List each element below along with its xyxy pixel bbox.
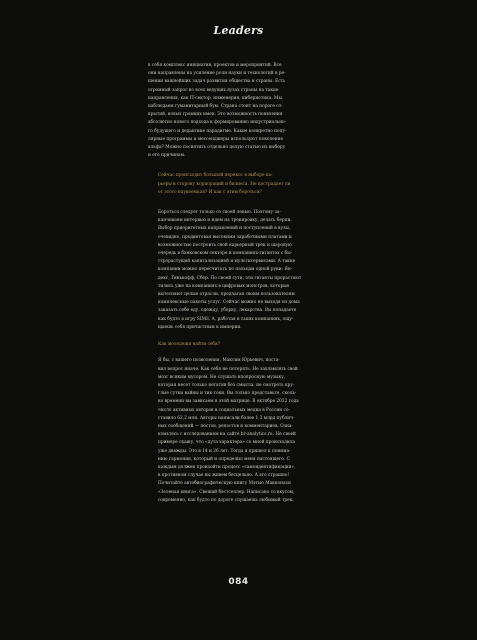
text-line: ных сообщений — постов, репостов и комментариев. Озна-	[158, 423, 293, 429]
text-line: примере скажу, что «дута характера» со мной происходила	[158, 440, 296, 446]
text-line: щаешь себя причастным к империи.	[158, 324, 242, 330]
text-line: вил вопрос иначе. Как себя не потерять. Не захламлять свой	[158, 366, 298, 372]
text-line: Бороться следует только со своей ленью. Поэтому за-	[158, 210, 281, 216]
text-line: вытесняют целые отрасли, предлагая своим пользователям	[158, 292, 295, 298]
text-line: декс, Тинькофф, Сбер. По своей сути, эти гиганты прорастают	[158, 275, 302, 281]
text-line: направления, как IT-сектор, инженерия, кибернетика. Мы	[148, 95, 282, 101]
text-line: Я бы, с вашего позволения, Максим Юрьевич, поста-	[158, 358, 280, 364]
text-line: Сейчас происходит большой перекос в выборе ка-	[158, 173, 273, 179]
text-line: Почитайте автобиографическую книгу Мэтью Макконахи	[158, 481, 291, 487]
question-2	[148, 341, 346, 349]
text-line: рьеры в сторону корпораций и бизнеса. Не пострадает ли	[158, 181, 291, 187]
text-line: строрастущей капитализацией и мультисервисами. А такие	[158, 259, 296, 265]
text-line: абсолютно нового подхода к формированию индустриально-	[148, 120, 287, 126]
text-line: тились уже на компаниях в цифровых монстров, которые	[158, 283, 290, 289]
text-line: канчиваем интервью и идем на тренировку, делать берпи.	[158, 218, 292, 224]
text-line: число активных авторов в социальных медиа в России со-	[158, 407, 290, 413]
text-line: которая несет только негатив без смысла, не смотреть кру-	[158, 382, 295, 388]
text-line: го будущего и дедактике парадигме. Какие конкретно попу-	[148, 128, 287, 134]
text-line: уже дважды. Это в 14 и 26 лет. Тогда я пришел к понима-	[158, 448, 291, 454]
text-line: современно, как будто по дороге слушаешь любимый трек.	[158, 497, 294, 503]
question-2-text: Как молодежи найти себя?	[158, 341, 221, 347]
text-line: наблюдаем гуманитарный бум. Страна стоит на пороге от-	[148, 104, 283, 110]
text-line: компании можно пересчитать по пальцам одной руки: Ян-	[158, 267, 293, 273]
text-line: ко времени вы зависаем в этой матрице. В октябре 2022 года	[158, 399, 299, 405]
text-line: они направлены на усиление роли науки и технологий в ре-	[148, 71, 286, 77]
text-line: и его причинам.	[148, 153, 186, 159]
question-1	[148, 172, 346, 197]
page-number: 084	[228, 577, 249, 587]
paragraph-1	[148, 62, 346, 160]
text-line: «Зеленая книга». Свежий бестселлер. Написано со вкусом,	[158, 489, 295, 495]
text-line: комплексные пакеты услуг. Сейчас можно не выходя из дома	[158, 300, 300, 306]
text-line: каждым должен произойти процесс «самоидентификации»,	[158, 464, 296, 470]
text-line: глые сутки вайны и тик-токи. Вы только представьте, сколь-	[158, 391, 297, 397]
text-line: лярные программы и мессенджеры используют поколение	[148, 136, 284, 142]
text-line: крытий, новых громких имен. Это возможность появления	[148, 112, 283, 118]
text-line: очевидно, продиктован высокими заработными платами и	[158, 234, 292, 240]
text-line: заказать себе еду, одежду, уборку, лекарства. Вы попадаете	[158, 308, 297, 314]
text-line: как будто в игру SIMS. А, работая в таких компаниях, ощу-	[158, 316, 294, 322]
text-line: Выбор приоритетных направлений и поступлений в вузы,	[158, 226, 291, 232]
text-line: очередь в банковском секторе и компаниях-гигантах с бы-	[158, 251, 293, 257]
magazine-logo: Leaders	[213, 24, 264, 37]
text-line: возможностью построить свой карьерный трек и шаровую	[158, 242, 292, 248]
paragraph-2	[148, 209, 346, 332]
text-line: от этого наукоемкая? И как с этим бороться?	[158, 189, 262, 195]
text-line: огромный запрос во всех ведущих вузах страны на такие	[148, 87, 279, 93]
text-line: мозг всяким мусором. Не слушать впопросную музыку,	[158, 374, 286, 380]
text-line: шении важнейших задач развития общества и страны. Есть	[148, 79, 286, 85]
text-line: в противном случае вы живем бесцельно. А это страшно!	[158, 473, 290, 479]
text-line: комьтесь с исследованием на сайте br-analytics.ru. Не своей	[158, 432, 296, 438]
text-line: ставило 62,2 млн. Авторы написали более 1,3 млрд публич-	[158, 415, 295, 421]
paragraph-3	[148, 357, 346, 505]
text-line: альфа? Можно посвятить отдельно целую статью их выбору	[148, 145, 286, 151]
article-column	[148, 62, 346, 505]
text-line: нию гармонии, который и определил меня настоящего. С	[158, 456, 290, 462]
text-line: в себя комплекс инициатив, проектов и мероприятий. Все	[148, 63, 282, 68]
